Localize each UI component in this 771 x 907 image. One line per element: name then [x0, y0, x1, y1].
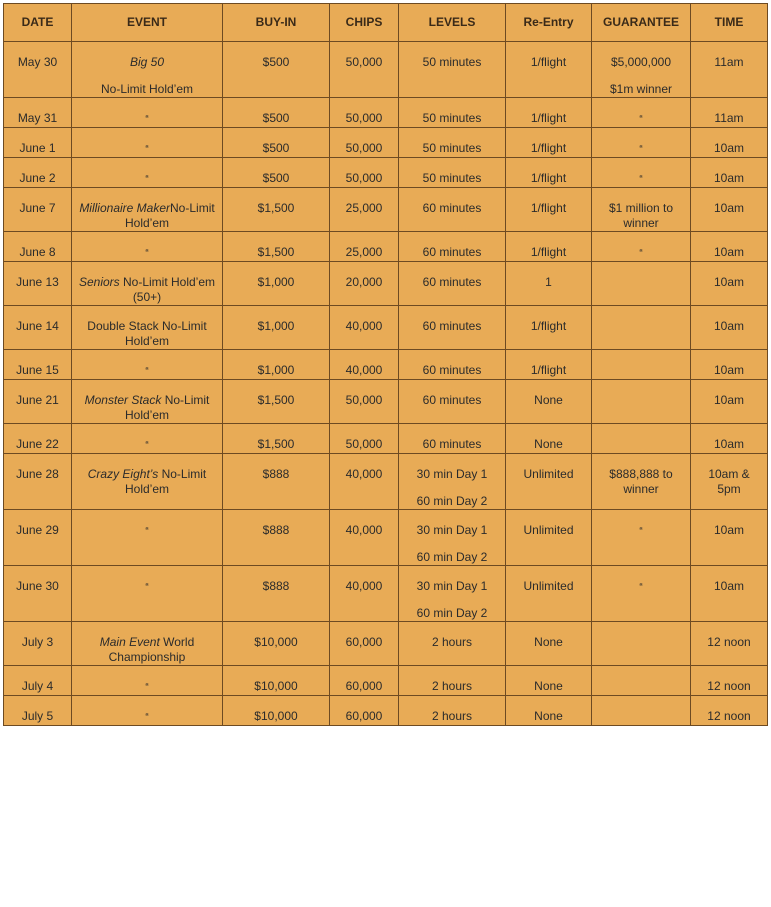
- cell-chips: 60,000: [330, 666, 399, 696]
- cell-event: [72, 380, 223, 424]
- ditto-mark: “: [145, 174, 149, 185]
- event-name-italic: Main Event: [99, 635, 160, 649]
- cell-date: June 22: [4, 424, 72, 454]
- cell-buyin: $888: [223, 566, 330, 622]
- cell-time: 10am: [691, 350, 768, 380]
- cell-time: 10am: [691, 188, 768, 232]
- cell-reentry: 1: [506, 262, 592, 306]
- cell-buyin: $10,000: [223, 696, 330, 726]
- table-row: [4, 98, 768, 128]
- cell-time: 10am: [691, 380, 768, 424]
- cell-buyin: $1,500: [223, 232, 330, 262]
- cell-time: 10am: [691, 232, 768, 262]
- cell-reentry: 1/flight: [506, 188, 592, 232]
- event-name: No-Limit Hold’em: [124, 467, 207, 496]
- cell-reentry: 1/flight: [506, 232, 592, 262]
- cell-time: 10am: [691, 158, 768, 188]
- cell-levels: [399, 666, 506, 696]
- table-row: [4, 622, 768, 666]
- cell-event: [72, 622, 223, 666]
- cell-levels: [399, 510, 506, 566]
- cell-buyin: $888: [223, 454, 330, 510]
- event-name: Double Stack No-Limit Hold’em: [87, 319, 207, 348]
- cell-levels: [399, 696, 506, 726]
- cell-event: [72, 232, 223, 262]
- cell-levels: [399, 188, 506, 232]
- cell-buyin: $10,000: [223, 622, 330, 666]
- cell-levels: [399, 622, 506, 666]
- header-reentry: Re-Entry: [506, 4, 592, 42]
- event-name-italic: Monster Stack: [84, 393, 162, 407]
- cell-date: May 31: [4, 98, 72, 128]
- cell-levels: [399, 98, 506, 128]
- cell-guarantee: [592, 380, 691, 424]
- cell-reentry: Unlimited: [506, 454, 592, 510]
- cell-event: [72, 158, 223, 188]
- cell-guarantee: [592, 666, 691, 696]
- ditto-mark: “: [145, 582, 149, 593]
- event-name-italic: Millionaire Maker: [79, 201, 171, 215]
- event-name-italic: Seniors: [78, 275, 120, 289]
- cell-time: 12 noon: [691, 696, 768, 726]
- event-name: No-Limit Hold’em: [124, 393, 210, 422]
- guarantee-line: $1 million to winner: [608, 201, 674, 230]
- cell-event: [72, 306, 223, 350]
- cell-date: June 14: [4, 306, 72, 350]
- levels-line: 2 hours: [431, 709, 473, 723]
- cell-guarantee: [592, 232, 691, 262]
- cell-buyin: $500: [223, 128, 330, 158]
- cell-levels: [399, 42, 506, 98]
- cell-event: [72, 424, 223, 454]
- levels-line: 60 min Day 2: [416, 606, 488, 620]
- cell-reentry: None: [506, 380, 592, 424]
- cell-buyin: $1,000: [223, 350, 330, 380]
- cell-guarantee: [592, 158, 691, 188]
- ditto-mark: “: [639, 144, 643, 155]
- cell-event: [72, 510, 223, 566]
- cell-buyin: $888: [223, 510, 330, 566]
- cell-guarantee: [592, 566, 691, 622]
- cell-buyin: $1,500: [223, 188, 330, 232]
- levels-line: 60 minutes: [422, 275, 482, 289]
- header-time: TIME: [691, 4, 768, 42]
- levels-line: 30 min Day 1: [416, 579, 488, 593]
- ditto-mark: “: [639, 582, 643, 593]
- cell-time: 11am: [691, 98, 768, 128]
- cell-guarantee: [592, 42, 691, 98]
- cell-event: [72, 454, 223, 510]
- cell-guarantee: [592, 128, 691, 158]
- table-row: [4, 696, 768, 726]
- cell-reentry: None: [506, 666, 592, 696]
- cell-time: 10am: [691, 262, 768, 306]
- table-row: [4, 42, 768, 98]
- cell-chips: 40,000: [330, 350, 399, 380]
- levels-line: 60 minutes: [422, 393, 482, 407]
- cell-event: [72, 188, 223, 232]
- cell-time: 10am & 5pm: [691, 454, 768, 510]
- ditto-mark: “: [145, 248, 149, 259]
- cell-guarantee: [592, 510, 691, 566]
- cell-time: 11am: [691, 42, 768, 98]
- table-row: [4, 566, 768, 622]
- ditto-mark: “: [145, 366, 149, 377]
- header-levels: LEVELS: [399, 4, 506, 42]
- ditto-mark: “: [639, 248, 643, 259]
- cell-date: June 29: [4, 510, 72, 566]
- cell-guarantee: [592, 188, 691, 232]
- cell-chips: 50,000: [330, 424, 399, 454]
- cell-reentry: Unlimited: [506, 510, 592, 566]
- table-row: [4, 350, 768, 380]
- cell-date: June 15: [4, 350, 72, 380]
- event-name-italic: Crazy Eight’s: [87, 467, 159, 481]
- cell-levels: [399, 306, 506, 350]
- levels-line: 60 minutes: [422, 437, 482, 451]
- cell-reentry: 1/flight: [506, 306, 592, 350]
- cell-time: 10am: [691, 424, 768, 454]
- levels-line: 60 minutes: [422, 363, 482, 377]
- cell-levels: [399, 566, 506, 622]
- header-date: DATE: [4, 4, 72, 42]
- cell-event: [72, 696, 223, 726]
- event-name-italic: Big 50: [129, 55, 165, 69]
- event-name: World Championship: [108, 635, 195, 664]
- cell-buyin: $1,500: [223, 424, 330, 454]
- cell-event: [72, 262, 223, 306]
- cell-date: May 30: [4, 42, 72, 98]
- cell-date: June 28: [4, 454, 72, 510]
- table-row: [4, 232, 768, 262]
- cell-guarantee: [592, 454, 691, 510]
- cell-buyin: $1,500: [223, 380, 330, 424]
- levels-line: 60 minutes: [422, 319, 482, 333]
- levels-line: 2 hours: [431, 679, 473, 693]
- ditto-mark: “: [145, 440, 149, 451]
- header-guarantee: GUARANTEE: [592, 4, 691, 42]
- ditto-mark: “: [639, 174, 643, 185]
- cell-date: July 4: [4, 666, 72, 696]
- header-event: EVENT: [72, 4, 223, 42]
- ditto-mark: “: [145, 144, 149, 155]
- cell-levels: [399, 232, 506, 262]
- cell-buyin: $500: [223, 158, 330, 188]
- cell-reentry: None: [506, 696, 592, 726]
- cell-reentry: None: [506, 424, 592, 454]
- cell-reentry: None: [506, 622, 592, 666]
- cell-chips: 40,000: [330, 306, 399, 350]
- cell-time: 12 noon: [691, 622, 768, 666]
- cell-date: July 3: [4, 622, 72, 666]
- guarantee-line: $5,000,000: [610, 55, 672, 69]
- cell-chips: 50,000: [330, 98, 399, 128]
- cell-chips: 50,000: [330, 128, 399, 158]
- cell-date: July 5: [4, 696, 72, 726]
- table-row: [4, 380, 768, 424]
- cell-guarantee: [592, 424, 691, 454]
- cell-reentry: Unlimited: [506, 566, 592, 622]
- table-row: [4, 158, 768, 188]
- cell-levels: [399, 128, 506, 158]
- levels-line: 50 minutes: [422, 171, 482, 185]
- cell-time: 12 noon: [691, 666, 768, 696]
- cell-time: 10am: [691, 128, 768, 158]
- levels-line: 50 minutes: [422, 141, 482, 155]
- ditto-mark: “: [145, 682, 149, 693]
- cell-levels: [399, 380, 506, 424]
- event-name: No-Limit Hold’em: [100, 82, 194, 96]
- ditto-mark: “: [145, 526, 149, 537]
- cell-chips: 40,000: [330, 566, 399, 622]
- cell-date: June 7: [4, 188, 72, 232]
- table-row: [4, 424, 768, 454]
- cell-buyin: $500: [223, 42, 330, 98]
- cell-date: June 21: [4, 380, 72, 424]
- table-row: [4, 666, 768, 696]
- table-row: [4, 262, 768, 306]
- cell-chips: 25,000: [330, 232, 399, 262]
- cell-guarantee: [592, 262, 691, 306]
- cell-time: 10am: [691, 566, 768, 622]
- levels-line: 60 minutes: [422, 201, 482, 215]
- cell-levels: [399, 424, 506, 454]
- cell-guarantee: [592, 350, 691, 380]
- cell-buyin: $1,000: [223, 262, 330, 306]
- cell-guarantee: [592, 622, 691, 666]
- ditto-mark: “: [145, 114, 149, 125]
- table-row: [4, 128, 768, 158]
- table-row: [4, 188, 768, 232]
- cell-chips: 20,000: [330, 262, 399, 306]
- cell-guarantee: [592, 306, 691, 350]
- cell-event: [72, 128, 223, 158]
- cell-buyin: $1,000: [223, 306, 330, 350]
- cell-time: 10am: [691, 306, 768, 350]
- cell-levels: [399, 350, 506, 380]
- cell-reentry: 1/flight: [506, 350, 592, 380]
- schedule-body: [4, 42, 768, 726]
- cell-chips: 50,000: [330, 42, 399, 98]
- cell-guarantee: [592, 696, 691, 726]
- cell-chips: 60,000: [330, 622, 399, 666]
- cell-event: [72, 42, 223, 98]
- cell-time: 10am: [691, 510, 768, 566]
- header-row: [4, 4, 768, 42]
- cell-chips: 25,000: [330, 188, 399, 232]
- cell-buyin: $10,000: [223, 666, 330, 696]
- cell-chips: 50,000: [330, 158, 399, 188]
- header-chips: CHIPS: [330, 4, 399, 42]
- levels-line: 50 minutes: [422, 111, 482, 125]
- cell-buyin: $500: [223, 98, 330, 128]
- cell-date: June 2: [4, 158, 72, 188]
- cell-chips: 40,000: [330, 510, 399, 566]
- levels-line: 30 min Day 1: [416, 523, 488, 537]
- levels-line: 60 min Day 2: [416, 494, 488, 508]
- cell-reentry: 1/flight: [506, 158, 592, 188]
- cell-reentry: 1/flight: [506, 42, 592, 98]
- cell-levels: [399, 262, 506, 306]
- cell-date: June 8: [4, 232, 72, 262]
- guarantee-line: $888,888 to winner: [609, 467, 673, 496]
- levels-line: 2 hours: [431, 635, 473, 649]
- event-name: No-Limit Hold’em: [124, 201, 215, 230]
- table-row: [4, 454, 768, 510]
- levels-line: 30 min Day 1: [416, 467, 488, 481]
- cell-event: [72, 350, 223, 380]
- levels-line: 50 minutes: [422, 55, 482, 69]
- ditto-mark: “: [639, 526, 643, 537]
- cell-event: [72, 666, 223, 696]
- cell-date: June 30: [4, 566, 72, 622]
- guarantee-line: $1m winner: [609, 82, 673, 96]
- cell-chips: 50,000: [330, 380, 399, 424]
- event-name: No-Limit Hold’em (50+): [123, 275, 216, 304]
- table-row: [4, 510, 768, 566]
- cell-reentry: 1/flight: [506, 98, 592, 128]
- header-buyin: BUY-IN: [223, 4, 330, 42]
- levels-line: 60 min Day 2: [416, 550, 488, 564]
- ditto-mark: “: [145, 712, 149, 723]
- cell-date: June 1: [4, 128, 72, 158]
- cell-levels: [399, 158, 506, 188]
- cell-levels: [399, 454, 506, 510]
- table-row: [4, 306, 768, 350]
- tournament-schedule-table: [3, 3, 768, 726]
- ditto-mark: “: [639, 114, 643, 125]
- cell-event: [72, 566, 223, 622]
- levels-line: 60 minutes: [422, 245, 482, 259]
- cell-guarantee: [592, 98, 691, 128]
- cell-chips: 60,000: [330, 696, 399, 726]
- cell-reentry: 1/flight: [506, 128, 592, 158]
- cell-event: [72, 98, 223, 128]
- cell-date: June 13: [4, 262, 72, 306]
- cell-chips: 40,000: [330, 454, 399, 510]
